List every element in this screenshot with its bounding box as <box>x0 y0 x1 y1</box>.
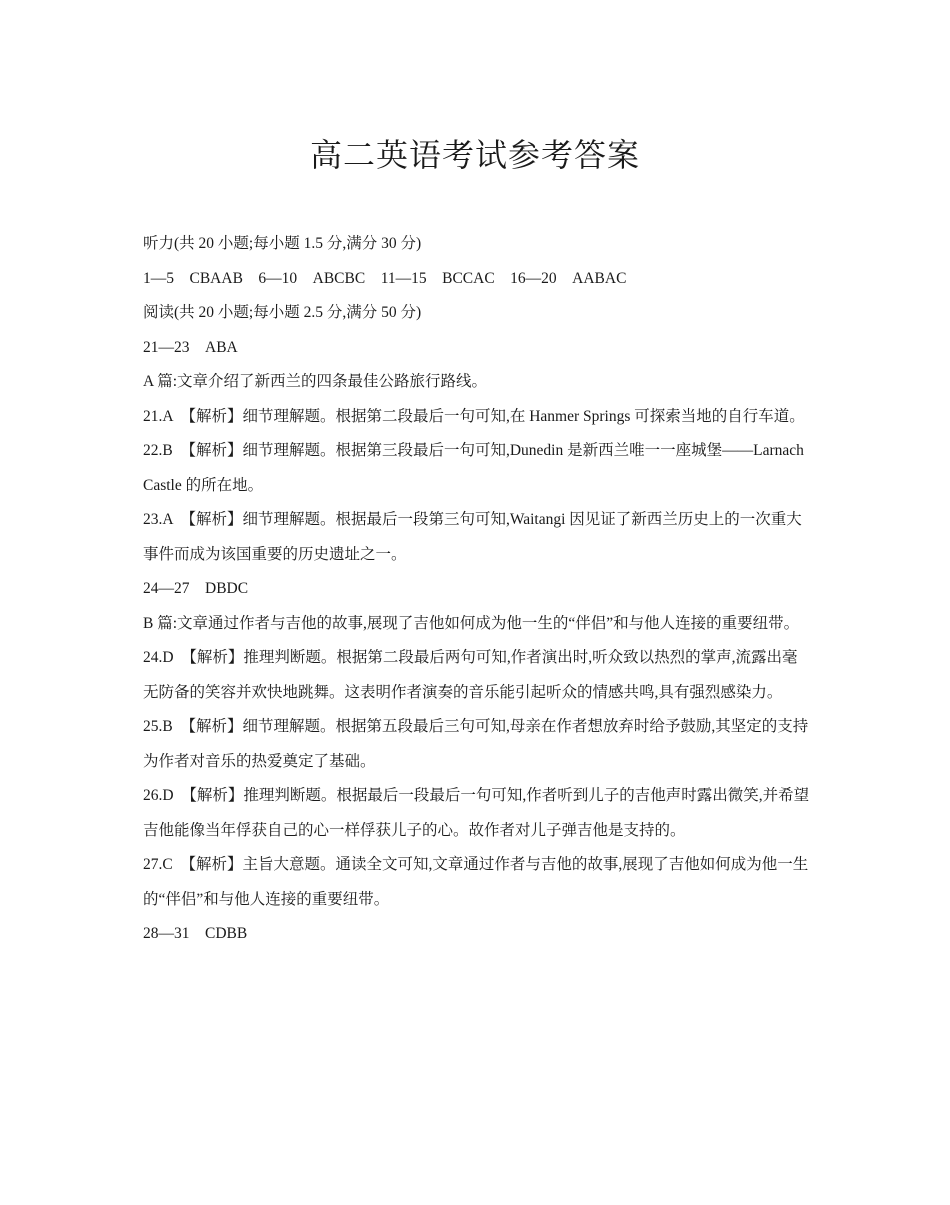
answer-explanation-27: 27.C 【解析】主旨大意题。通读全文可知,文章通过作者与吉他的故事,展现了吉他如何成为他一生的“伴侣”和与他人连接的重要纽带。 <box>143 856 809 908</box>
answer-explanation-25: 25.B 【解析】细节理解题。根据第五段最后三句可知,母亲在作者想放弃时给予鼓励,其坚定的支持为作者对音乐的热爱奠定了基础。 <box>143 718 809 770</box>
passage-b-summary: B 篇:文章通过作者与吉他的故事,展现了吉他如何成为他一生的“伴侣”和与他人连接的重要纽带。 <box>143 614 800 632</box>
answer-explanation-26: 26.D 【解析】推理判断题。根据最后一段最后一句可知,作者听到儿子的吉他声时露出微笑,并希望吉他能像当年俘获自己的心一样俘获儿子的心。故作者对儿子弹吉他是支持的。 <box>143 787 810 839</box>
listening-heading: 听力(共 20 小题;每小题 1.5 分,满分 30 分) <box>143 235 422 252</box>
answer-body <box>143 227 811 952</box>
answer-explanation-24: 24.D 【解析】推理判断题。根据第二段最后两句可知,作者演出时,听众致以热烈的掌声,流露出毫无防备的笑容并欢快地跳舞。这表明作者演奏的音乐能引起听众的情感共鸣,具有强烈感染力。 <box>143 649 798 701</box>
answer-explanation-21: 21.A 【解析】细节理解题。根据第二段最后一句可知,在 Hanmer Springs 可探索当地的自行车道。 <box>143 407 805 425</box>
listening-answers: 1—5 CBAAB 6—10 ABCBC 11—15 BCCAC 16—20 AABAC <box>143 269 627 287</box>
answer-explanation-23: 23.A 【解析】细节理解题。根据最后一段第三句可知,Waitangi 因见证了新西兰历史上的一次重大事件而成为该国重要的历史遗址之一。 <box>143 511 802 563</box>
passage-a-summary: A 篇:文章介绍了新西兰的四条最佳公路旅行路线。 <box>143 373 488 390</box>
answer-group-21-23: 21—23 ABA <box>143 338 238 356</box>
answer-group-28-31: 28—31 CDBB <box>143 925 248 942</box>
page-title: 高二英语考试参考答案 <box>309 136 640 174</box>
answer-group-24-27: 24—27 DBDC <box>143 580 249 597</box>
reading-heading: 阅读(共 20 小题;每小题 2.5 分,满分 50 分) <box>143 304 422 321</box>
answer-explanation-22: 22.B 【解析】细节理解题。根据第三段最后一句可知,Dunedin 是新西兰唯一一座城堡——Larnach Castle 的所在地。 <box>143 442 804 494</box>
